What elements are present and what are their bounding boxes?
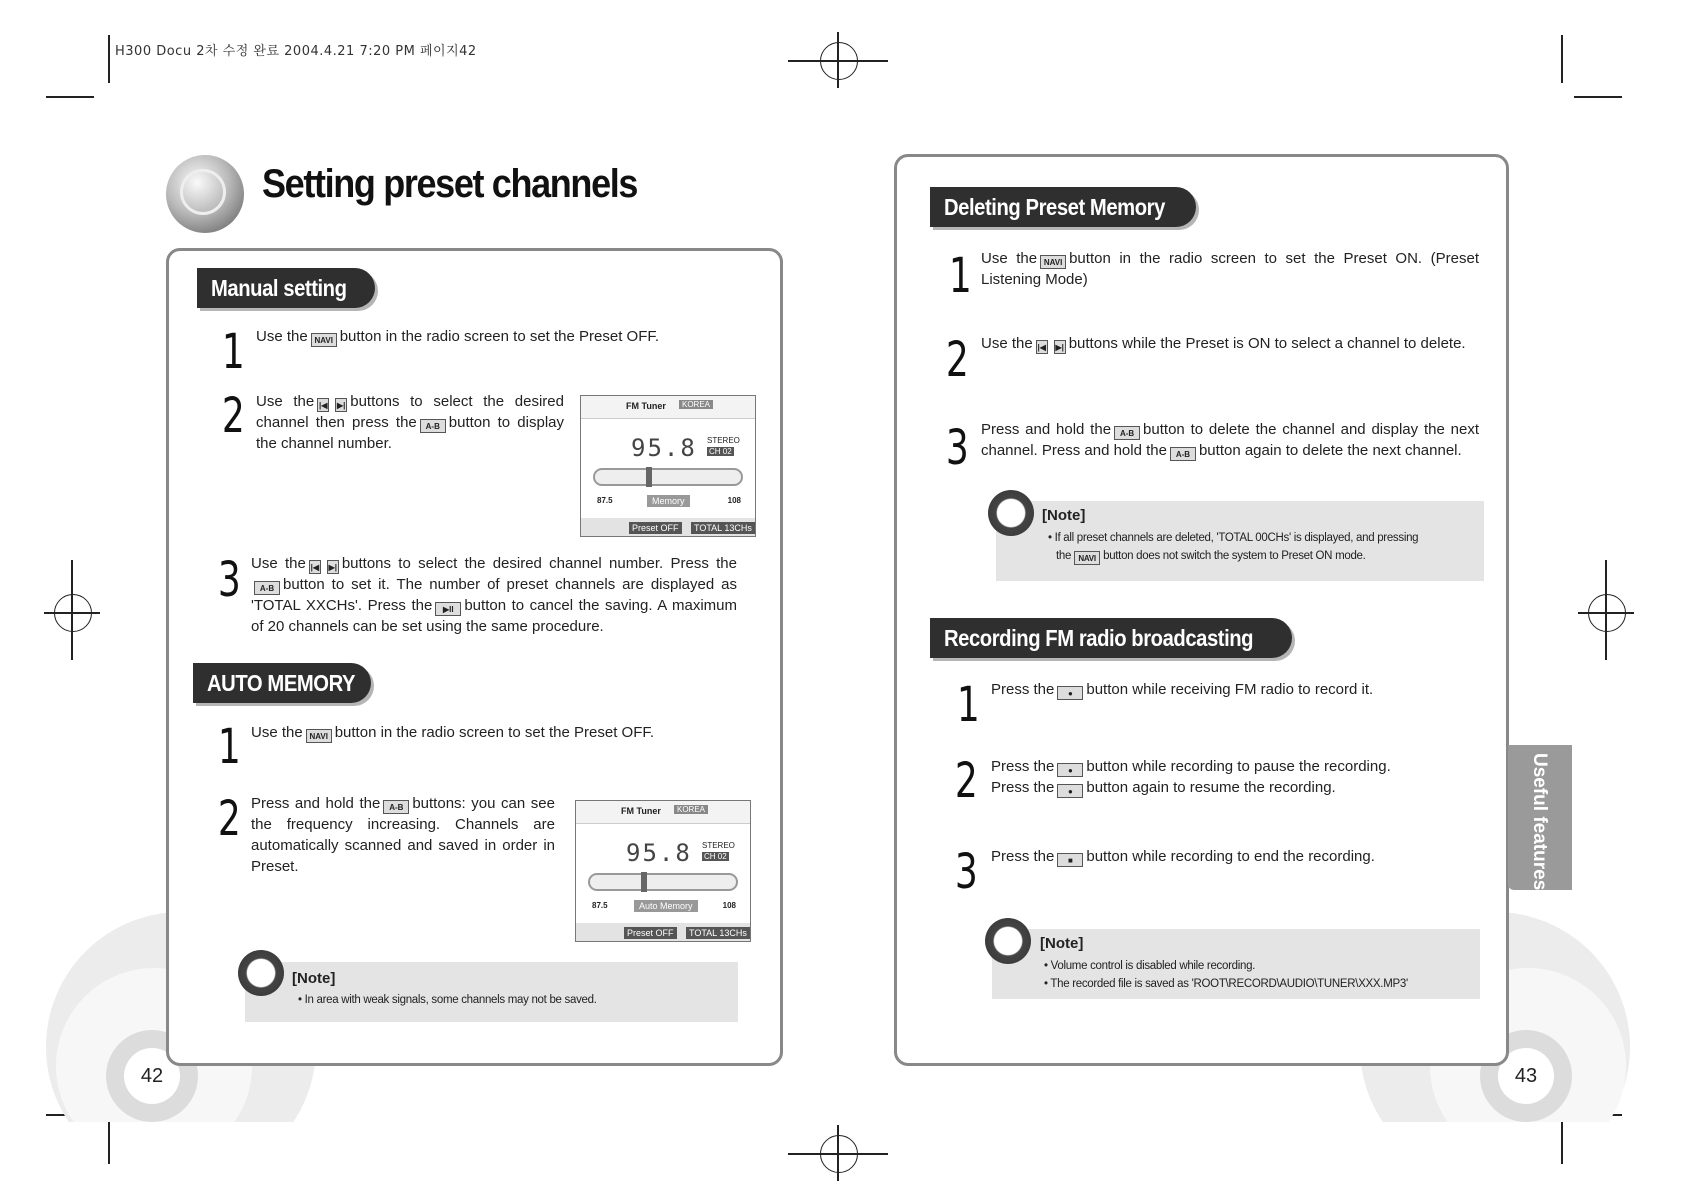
channel-badge: CH 02 (704, 852, 727, 861)
step-number: 2 (945, 332, 969, 388)
channel-badge: CH 02 (709, 447, 732, 456)
step-text: Press and hold the A-B buttons: you can see the frequency increasing. Channels are automatically scanned and saved in order in Preset. (251, 795, 555, 875)
screen-title: FM Tuner (626, 401, 666, 411)
freq-max-label: 108 (727, 496, 741, 505)
note-text: • In area with weak signals, some channels may not be saved. (298, 994, 597, 1006)
mode-badge: Memory (647, 495, 690, 507)
step-number: 3 (945, 420, 969, 476)
step-text: Press the ● button while receiving FM radio to record it. (991, 681, 1374, 698)
crop-mark (108, 35, 110, 83)
preset-status: Preset OFF (629, 522, 682, 534)
prev-button-icon: |◀ (317, 398, 329, 412)
step-text: Press the ● button again to resume the recording. (991, 779, 1336, 796)
prev-button-icon: |◀ (1036, 340, 1048, 354)
freq-min-label: 87.5 (592, 901, 608, 910)
note-title: [Note] (1042, 507, 1086, 524)
step-number: 2 (221, 388, 245, 444)
step-text: Use the |◀ ▶| buttons to select the desired channel number. Press theA-B button to set it. The number of preset channels are displayed as 'TOTAL XXCHs'. Press the ▶II button to cancel the saving. A maximum of 20 channels can be set using the same procedure. (251, 555, 737, 635)
fm-tuner-screen-auto (575, 800, 751, 942)
ab-button-icon: A-B (1114, 426, 1140, 440)
record-button-icon: ● (1057, 686, 1083, 700)
frequency-slider (588, 873, 738, 891)
note-icon (238, 950, 284, 996)
step-text: Use the NAVI button in the radio screen to set the Preset ON. (Preset Listening Mode) (981, 250, 1479, 288)
crop-mark (1561, 35, 1563, 83)
note-text: the NAVI button does not switch the system to Preset ON mode. (1056, 550, 1366, 563)
page-number-left: 42 (124, 1048, 180, 1104)
freq-min-label: 87.5 (597, 496, 613, 505)
section-heading-deleting-preset: Deleting Preset Memory (930, 187, 1196, 227)
step-number: 1 (221, 324, 245, 380)
crop-mark (1574, 96, 1622, 98)
stereo-indicator: STEREO (707, 436, 740, 445)
step-number: 1 (948, 248, 972, 304)
screen-title: FM Tuner (621, 806, 661, 816)
record-button-icon: ● (1057, 784, 1083, 798)
step-text: Use the |◀ ▶| buttons to select the desired channel then press the A-B button to display the channel number. (256, 393, 564, 452)
ab-button-icon: A-B (383, 800, 409, 814)
crop-mark (1561, 1122, 1563, 1164)
frequency-slider (593, 468, 743, 486)
stop-button-icon: ■ (1057, 853, 1083, 867)
note-text: • Volume control is disabled while recording. (1044, 960, 1256, 972)
step-text: Use the NAVI button in the radio screen to set the Preset OFF. (256, 328, 660, 345)
step-text: Press and hold the A-B button to delete the channel and display the next channel. Press and hold the A-B button again to delete the next channel. (981, 421, 1479, 459)
next-button-icon: ▶| (1054, 340, 1066, 354)
note-text: • If all preset channels are deleted, 'TOTAL 00CHs' is displayed, and pressing (1048, 532, 1419, 544)
section-heading-manual: Manual setting (197, 268, 375, 308)
step-number: 1 (217, 719, 241, 775)
ab-button-icon: A-B (1170, 447, 1196, 461)
navi-button-icon: NAVI (306, 729, 332, 743)
total-channels: TOTAL 13CHs (691, 522, 755, 534)
slider-knob (646, 467, 652, 487)
note-title: [Note] (1040, 935, 1084, 952)
navi-button-icon: NAVI (1040, 255, 1066, 269)
next-button-icon: ▶| (327, 560, 339, 574)
ab-button-icon: A-B (420, 419, 446, 433)
note-icon (988, 490, 1034, 536)
step-text: Use the |◀ ▶| buttons while the Preset is ON to select a channel to delete. (981, 335, 1466, 352)
step-text: Press the ■ button while recording to end the recording. (991, 848, 1375, 865)
frequency-display: 95.8 (631, 434, 697, 462)
crop-mark (46, 96, 94, 98)
record-button-icon: ● (1057, 763, 1083, 777)
step-number: 3 (954, 844, 978, 900)
fm-tuner-screen-manual (580, 395, 756, 537)
screen-header (581, 396, 755, 419)
step-text: Use the NAVI button in the radio screen to set the Preset OFF. (251, 724, 655, 741)
step-number: 2 (217, 791, 241, 847)
section-heading-recording: Recording FM radio broadcasting (930, 618, 1292, 658)
print-header: H300 Docu 2차 수정 완료 2004.4.21 7:20 PM 페이지42 (115, 44, 477, 59)
section-heading-auto-memory: AUTO MEMORY (193, 663, 371, 703)
prev-button-icon: |◀ (309, 560, 321, 574)
step-text: Press the ● button while recording to pause the recording. (991, 758, 1391, 775)
navi-button-icon: NAVI (311, 333, 337, 347)
side-tab-useful-features[interactable]: Useful features (1508, 745, 1572, 890)
next-button-icon: ▶| (335, 398, 347, 412)
crop-mark (108, 1122, 110, 1164)
region-badge: KOREA (674, 805, 708, 814)
navi-button-icon: NAVI (1074, 551, 1100, 565)
step-number: 1 (956, 677, 980, 733)
page-title: Setting preset channels (262, 162, 638, 206)
mode-badge: Auto Memory (634, 900, 698, 912)
note-icon (985, 918, 1031, 964)
left-content-panel (166, 248, 783, 1066)
slider-knob (641, 872, 647, 892)
page-number-right: 43 (1498, 1048, 1554, 1104)
radio-chapter-icon (166, 155, 244, 233)
freq-max-label: 108 (722, 901, 736, 910)
note-title: [Note] (292, 970, 336, 987)
play-pause-button-icon: ▶II (435, 602, 461, 616)
region-badge: KOREA (679, 400, 713, 409)
note-text: • The recorded file is saved as 'ROOT\RECORD\AUDIO\TUNER\XXX.MP3' (1044, 978, 1408, 990)
ab-button-icon: A-B (254, 581, 280, 595)
screen-header (576, 801, 750, 824)
step-number: 2 (954, 753, 978, 809)
step-number: 3 (217, 552, 241, 608)
preset-status: Preset OFF (624, 927, 677, 939)
total-channels: TOTAL 13CHs (686, 927, 750, 939)
frequency-display: 95.8 (626, 839, 692, 867)
stereo-indicator: STEREO (702, 841, 735, 850)
